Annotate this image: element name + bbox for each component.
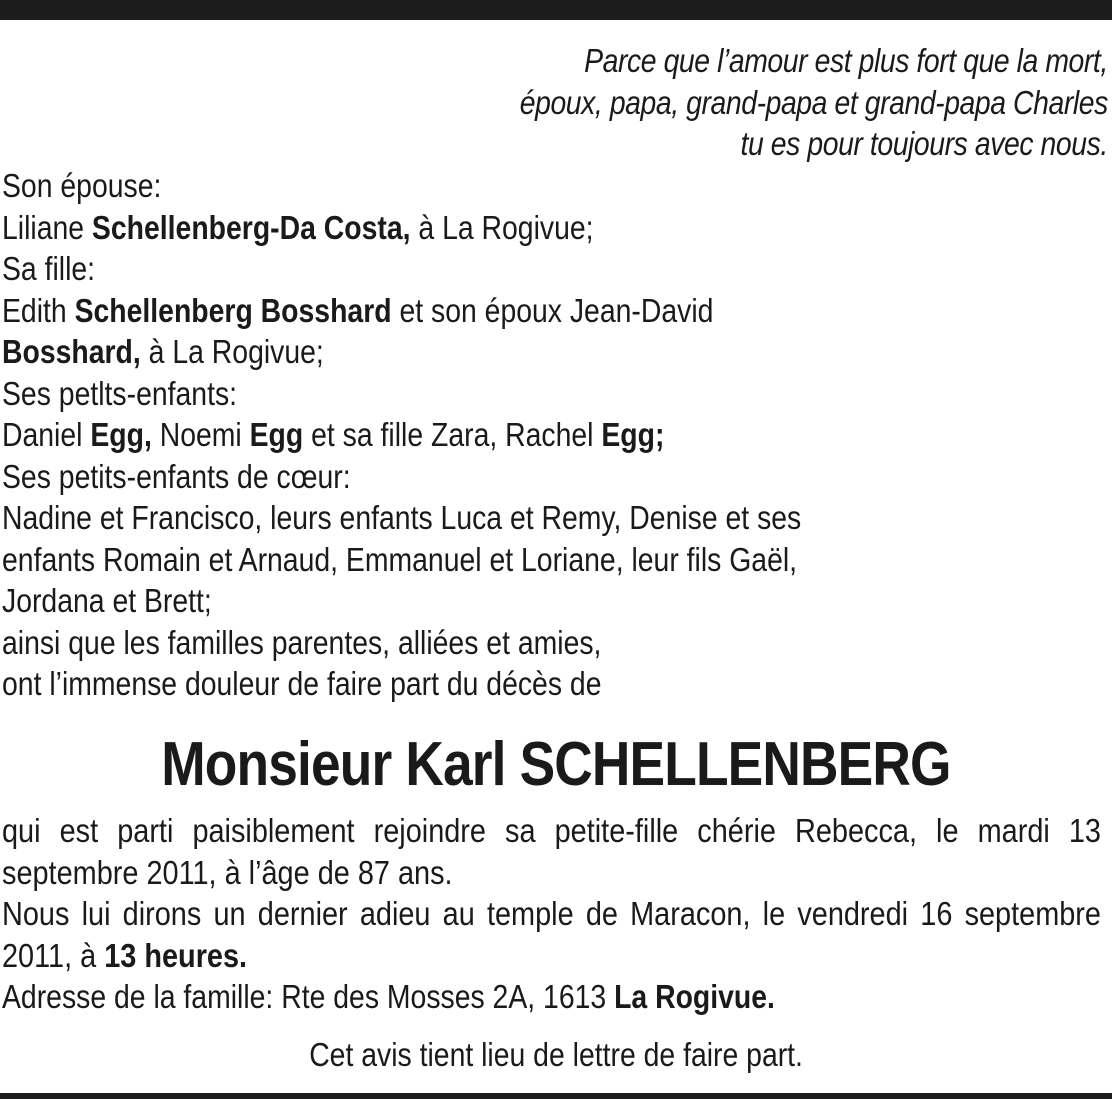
funeral-details xyxy=(2,810,1101,976)
heart-grandchildren-line: Jordana et Brett; xyxy=(2,582,212,619)
deceased-name: Monsieur Karl SCHELLENBERG xyxy=(161,730,951,799)
grandchild-name: Egg xyxy=(249,416,304,453)
ceremony-paragraph: Nous lui dirons un dernier adieu au temple de Maracon, le vendredi 16 septembre 2011, à 13 heures. xyxy=(2,895,1101,974)
relatives-line: ainsi que les familles parentes, alliées et amies, xyxy=(2,623,602,661)
grandchild-name: Egg; xyxy=(601,416,665,453)
heart-grandchildren-heading: Ses petits-enfants de cœur: xyxy=(2,457,351,495)
son-in-law-line: Bosshard, à La Rogivue; xyxy=(2,333,324,370)
grandchildren-line: Daniel Egg, Noemi Egg et sa fille Zara, Rachel Egg; xyxy=(2,416,665,453)
bottom-rule xyxy=(0,1093,1112,1099)
grandchild-name: Egg, xyxy=(90,416,152,453)
heart-grandchildren-line: enfants Romain et Arnaud, Emmanuel et Loriane, leur fils Gaël, xyxy=(2,540,798,578)
family-address: Adresse de la famille: Rte des Mosses 2A, 1613 La Rogivue. xyxy=(2,978,775,1015)
spouse-line: Liliane Schellenberg-Da Costa, à La Rogivue; xyxy=(2,208,594,246)
passing-paragraph: qui est parti paisiblement rejoindre sa petite-fille chérie Rebecca, le mardi 13 septembre 2011, à l’âge de 87 ans. xyxy=(2,812,1101,891)
daughter-heading: Sa fille: xyxy=(2,250,96,287)
daughter-name: Schellenberg Bosshard xyxy=(74,291,392,329)
quote-line: tu es pour toujours avec nous. xyxy=(740,125,1108,162)
quote-line: époux, papa, grand-papa et grand-papa Charles xyxy=(519,83,1108,121)
ceremony-time: 13 heures. xyxy=(104,936,248,974)
top-rule xyxy=(0,0,1112,20)
quote-line: Parce que l’amour est plus fort que la mort, xyxy=(584,42,1108,79)
grandchildren-heading: Ses petlts-enfants: xyxy=(2,374,238,412)
daughter-line: Edith Schellenberg Bosshard et son époux Jean-David xyxy=(2,291,714,329)
address-place: La Rogivue. xyxy=(614,978,775,1015)
closing-text: Cet avis tient lieu de lettre de faire part. xyxy=(309,1036,803,1073)
spouse-name: Schellenberg-Da Costa, xyxy=(91,208,411,246)
closing-note xyxy=(0,1034,1112,1076)
memorial-quote xyxy=(520,40,1108,165)
heart-grandchildren-line: Nadine et Francisco, leurs enfants Luca et Remy, Denise et ses xyxy=(2,499,802,536)
spouse-heading: Son épouse: xyxy=(2,167,162,204)
announcement-line: ont l’immense douleur de faire part du décès de xyxy=(2,665,602,702)
son-in-law-name: Bosshard, xyxy=(2,333,141,370)
deceased-name-heading xyxy=(0,728,1112,802)
family-list xyxy=(2,165,801,705)
